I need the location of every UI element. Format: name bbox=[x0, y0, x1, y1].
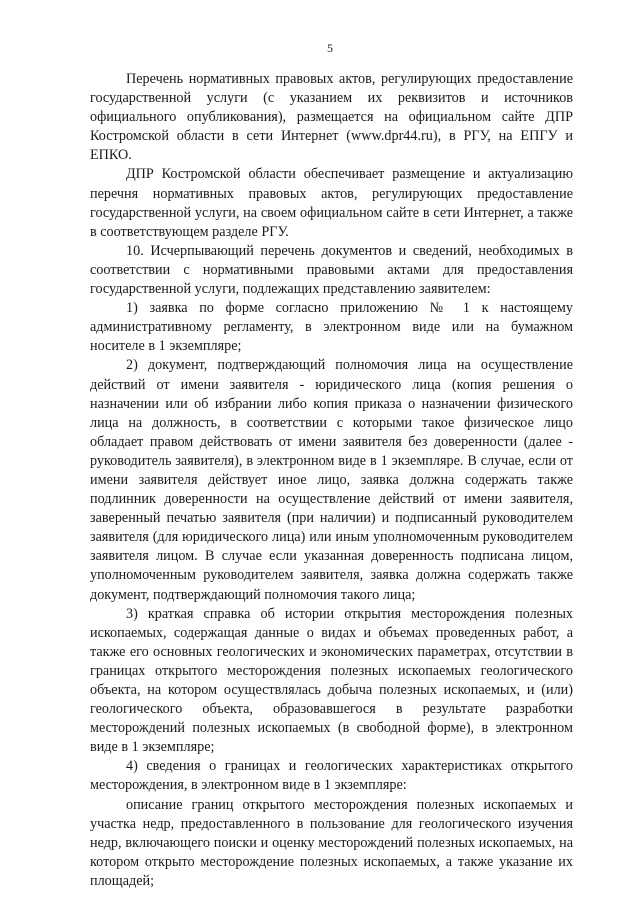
paragraph-item-1: 1) заявка по форме согласно приложению № 1 к настоящему административному регламенту, в электронном виде или на бумажном носителе в 1 экземпляре; bbox=[90, 300, 573, 355]
paragraph-item-4: 4) сведения о границах и геологических характеристиках открытого месторождения, в электронном виде в 1 экземпляре: bbox=[90, 758, 573, 794]
paragraph-legal-acts-list: Перечень нормативных правовых актов, регулирующих предоставление государственной услуги (с указанием их реквизитов и источников официального опубликования), размещается на официальном сайте ДПР Костромской области в сети Интернет (www.dpr44.ru), в РГУ, на ЕПГУ и ЕПКО. bbox=[90, 71, 573, 164]
page-number: 5 bbox=[327, 41, 333, 55]
paragraph-item-3: 3) краткая справка об истории открытия месторождения полезных ископаемых, содержащая данные о видах и объемах проведенных работ, а также его основных геологических и экономических параметрах, отсутствии в границах открытого месторождения полезных ископаемых геологического объекта, на котором осуществлялась добыча полезных ископаемых, и (или) геологического объекта, образовавшегося в результате разработки месторождений полезных ископаемых (в свободной форме), в электронном виде в 1 экземпляре; bbox=[90, 605, 573, 756]
paragraph-boundaries-description: описание границ открытого месторождения полезных ископаемых и участка недр, предоставленного в пользование для геологического изучения недр, включающего поиски и оценку месторождений полезных ископаемых, на котором открыто месторождение полезных ископаемых, а также указание их площадей; bbox=[90, 796, 573, 889]
paragraph-dpr-publication: ДПР Костромской области обеспечивает размещение и актуализацию перечня нормативных правовых актов, регулирующих предоставление государственной услуги, на своем официальном сайте в сети Интернет, а также в соответствующем разделе РГУ. bbox=[90, 166, 573, 240]
paragraph-section-10: 10. Исчерпывающий перечень документов и сведений, необходимых в соответствии с нормативными правовыми актами для предоставления государственной услуги, подлежащих представлению заявителем: bbox=[90, 242, 573, 298]
document-body bbox=[90, 70, 573, 891]
paragraph-item-2: 2) документ, подтверждающий полномочия лица на осуществление действий от имени заявителя - юридического лица (копия решения о назначении или об избрании либо копия приказа о назначении физического лица на должность, в соответствии с которыми такое физическое лицо обладает правом действовать от имени заявителя без доверенности (далее - руководитель заявителя), в электронном виде в 1 экземпляре. В случае, если от имени заявителя действует иное лицо, заявка должна содержать также подлинник доверенности на осуществление действий от имени заявителя, заверенный печатью заявителя (при наличии) и подписанный руководителем заявителя (для юридического лица) или иным уполномоченным руководителем заявителя лицом. В случае если указанная доверенность подписана лицом, уполномоченным руководителем заявителя, заявка должна содержать также документ, подтверждающий полномочия такого лица; bbox=[90, 357, 573, 603]
